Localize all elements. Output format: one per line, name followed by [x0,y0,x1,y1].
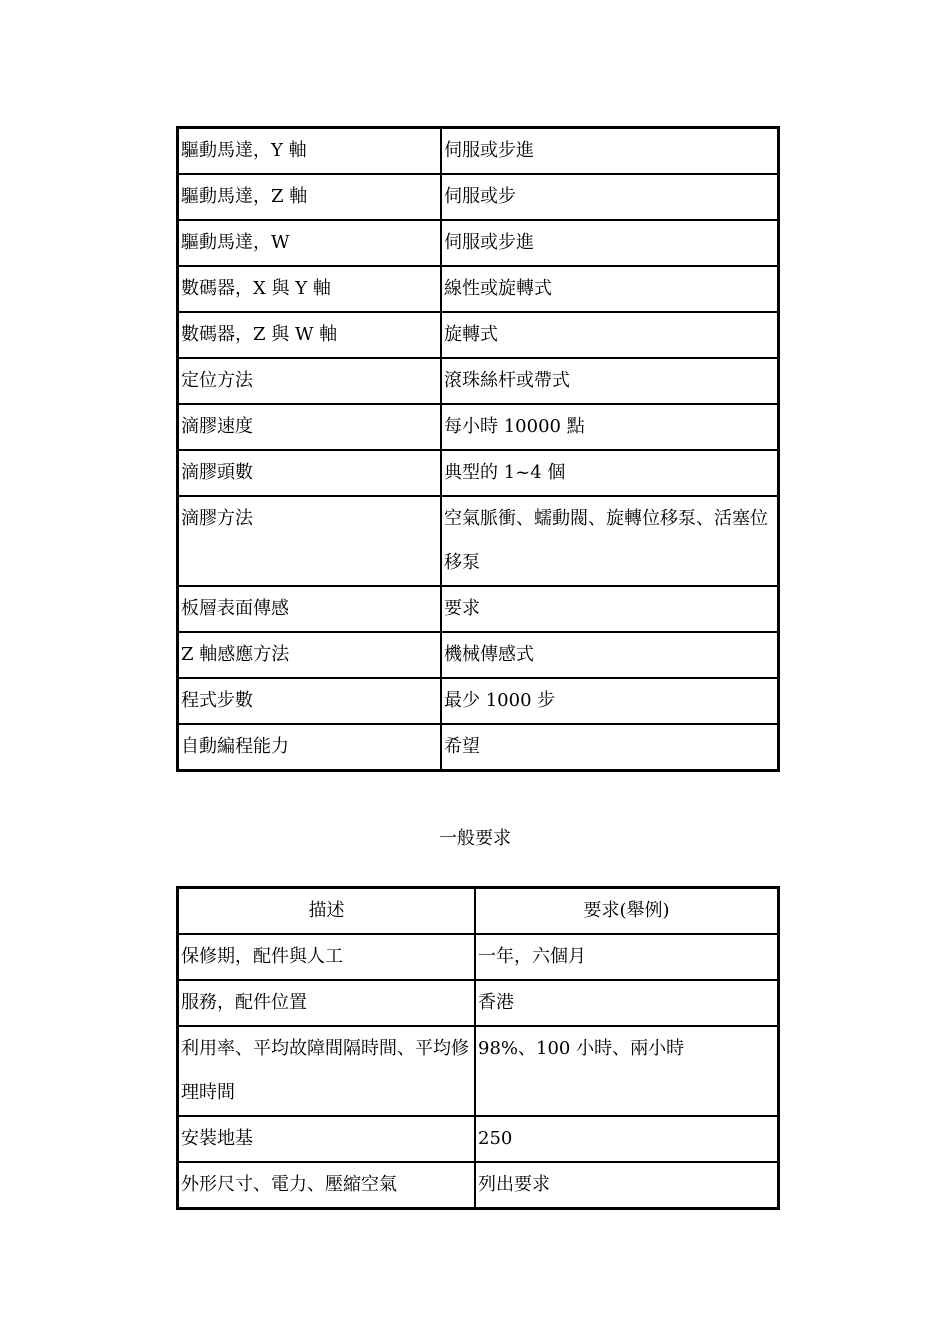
general-item: 安裝地基 [178,1116,475,1162]
spec-value: 機械傳感式 [441,632,778,678]
general-item: 服務，配件位置 [178,980,475,1026]
spec-value: 希望 [441,724,778,770]
table-row [178,358,778,404]
spec-item: 驅動馬達，Y 軸 [178,128,441,174]
table-row [178,724,778,770]
spec-item: 滴膠速度 [178,404,441,450]
section-title: 一般要求 [439,828,511,849]
table-row [178,1026,778,1116]
general-item: 利用率、平均故障間隔時間、平均修理時間 [178,1026,475,1116]
general-item: 外形尺寸、電力、壓縮空氣 [178,1162,475,1208]
spec-value: 典型的 1~4 個 [441,450,778,496]
general-value: 98%、100 小時、兩小時 [475,1026,778,1116]
spec-item: 定位方法 [178,358,441,404]
table-row [178,586,778,632]
spec-item: 滴膠方法 [178,496,441,586]
table-row [178,404,778,450]
general-value: 列出要求 [475,1162,778,1208]
spec-item: 自動編程能力 [178,724,441,770]
spec-item: 數碼器，X 與 Y 軸 [178,266,441,312]
spec-value: 旋轉式 [441,312,778,358]
table-row [178,450,778,496]
spec-value: 空氣脈衝、蠕動閥、旋轉位移泵、活塞位移泵 [441,496,778,586]
table-row [178,128,778,174]
table-row [178,266,778,312]
table-row [178,220,778,266]
spec-value: 伺服或步進 [441,128,778,174]
spec-value: 要求 [441,586,778,632]
spec-value: 最少 1000 步 [441,678,778,724]
table-row [178,312,778,358]
table-row [178,1162,778,1208]
column-header-description: 描述 [178,888,475,934]
spec-value: 伺服或步 [441,174,778,220]
general-item: 保修期，配件與人工 [178,934,475,980]
spec-value: 滾珠絲杆或帶式 [441,358,778,404]
spec-item: 程式步數 [178,678,441,724]
table-row [178,980,778,1026]
spec-value: 伺服或步進 [441,220,778,266]
table-row [178,632,778,678]
spec-item: 驅動馬達，W [178,220,441,266]
general-value: 250 [475,1116,778,1162]
spec-table [176,126,780,772]
spec-value: 每小時 10000 點 [441,404,778,450]
spec-value: 線性或旋轉式 [441,266,778,312]
general-requirements-table [176,886,780,1210]
spec-item: 板層表面傳感 [178,586,441,632]
table-row [178,1116,778,1162]
table-row [178,174,778,220]
spec-item: 滴膠頭數 [178,450,441,496]
table-row [178,678,778,724]
spec-item: 驅動馬達，Z 軸 [178,174,441,220]
spec-item: 數碼器，Z 與 W 軸 [178,312,441,358]
general-value: 一年，六個月 [475,934,778,980]
spec-item: Z 軸感應方法 [178,632,441,678]
general-value: 香港 [475,980,778,1026]
table-header-row [178,888,778,934]
table-row [178,934,778,980]
column-header-requirement: 要求(舉例) [475,888,778,934]
table-row [178,496,778,586]
